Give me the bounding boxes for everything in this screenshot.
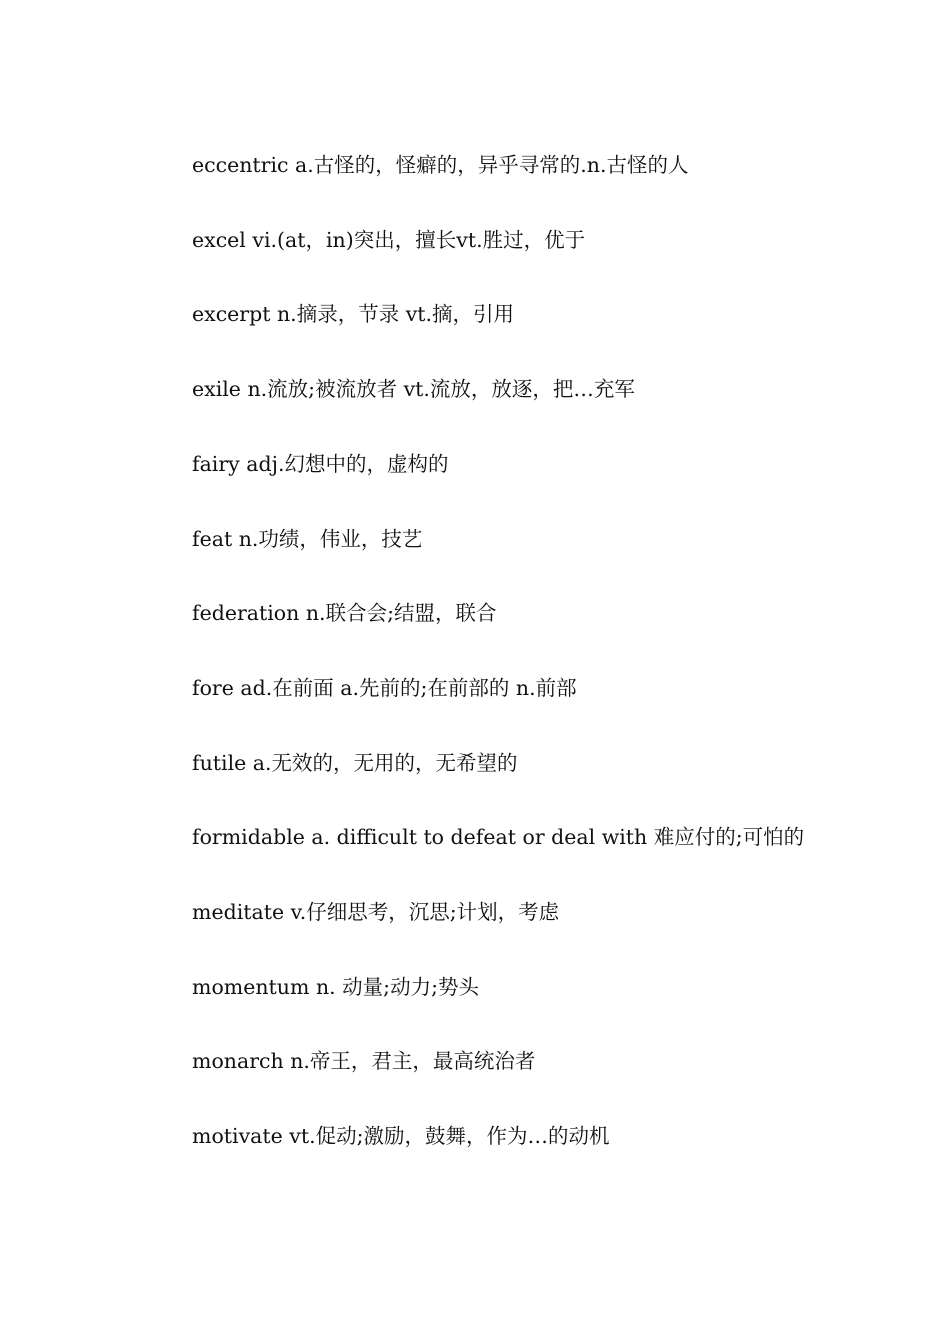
vocab-entry-motivate: motivate vt.促动;激励，鼓舞，作为…的动机: [192, 1124, 610, 1149]
vocab-entry-feat: feat n.功绩，伟业，技艺: [192, 526, 423, 551]
vocab-entry-futile: futile a.无效的，无用的，无希望的: [192, 750, 518, 775]
vocab-entry-formidable: formidable a. difficult to defeat or deal with 难应付的;可怕的: [192, 825, 805, 850]
vocab-entry-monarch: monarch n.帝王，君主，最高统治者: [192, 1049, 536, 1074]
vocab-entry-excerpt: excerpt n.摘录，节录 vt.摘，引用: [192, 302, 515, 327]
vocabulary-list: [145, 128, 809, 1174]
vocab-entry-momentum: momentum n. 动量;动力;势头: [192, 974, 479, 999]
vocab-entry-excel: excel vi.(at，in)突出，擅长vt.胜过，优于: [192, 227, 586, 252]
vocab-entry-federation: federation n.联合会;结盟，联合: [192, 601, 497, 626]
vocab-entry-fore: fore ad.在前面 a.先前的;在前部的 n.前部: [192, 675, 577, 700]
vocab-entry-eccentric: eccentric a.古怪的，怪癖的，异乎寻常的.n.古怪的人: [192, 153, 689, 177]
vocab-entry-meditate: meditate v.仔细思考，沉思;计划，考虑: [192, 900, 560, 925]
vocab-entry-fairy: fairy adj.幻想中的，虚构的: [192, 451, 449, 476]
vocab-entry-exile: exile n.流放;被流放者 vt.流放，放逐，把…充军: [192, 377, 635, 402]
